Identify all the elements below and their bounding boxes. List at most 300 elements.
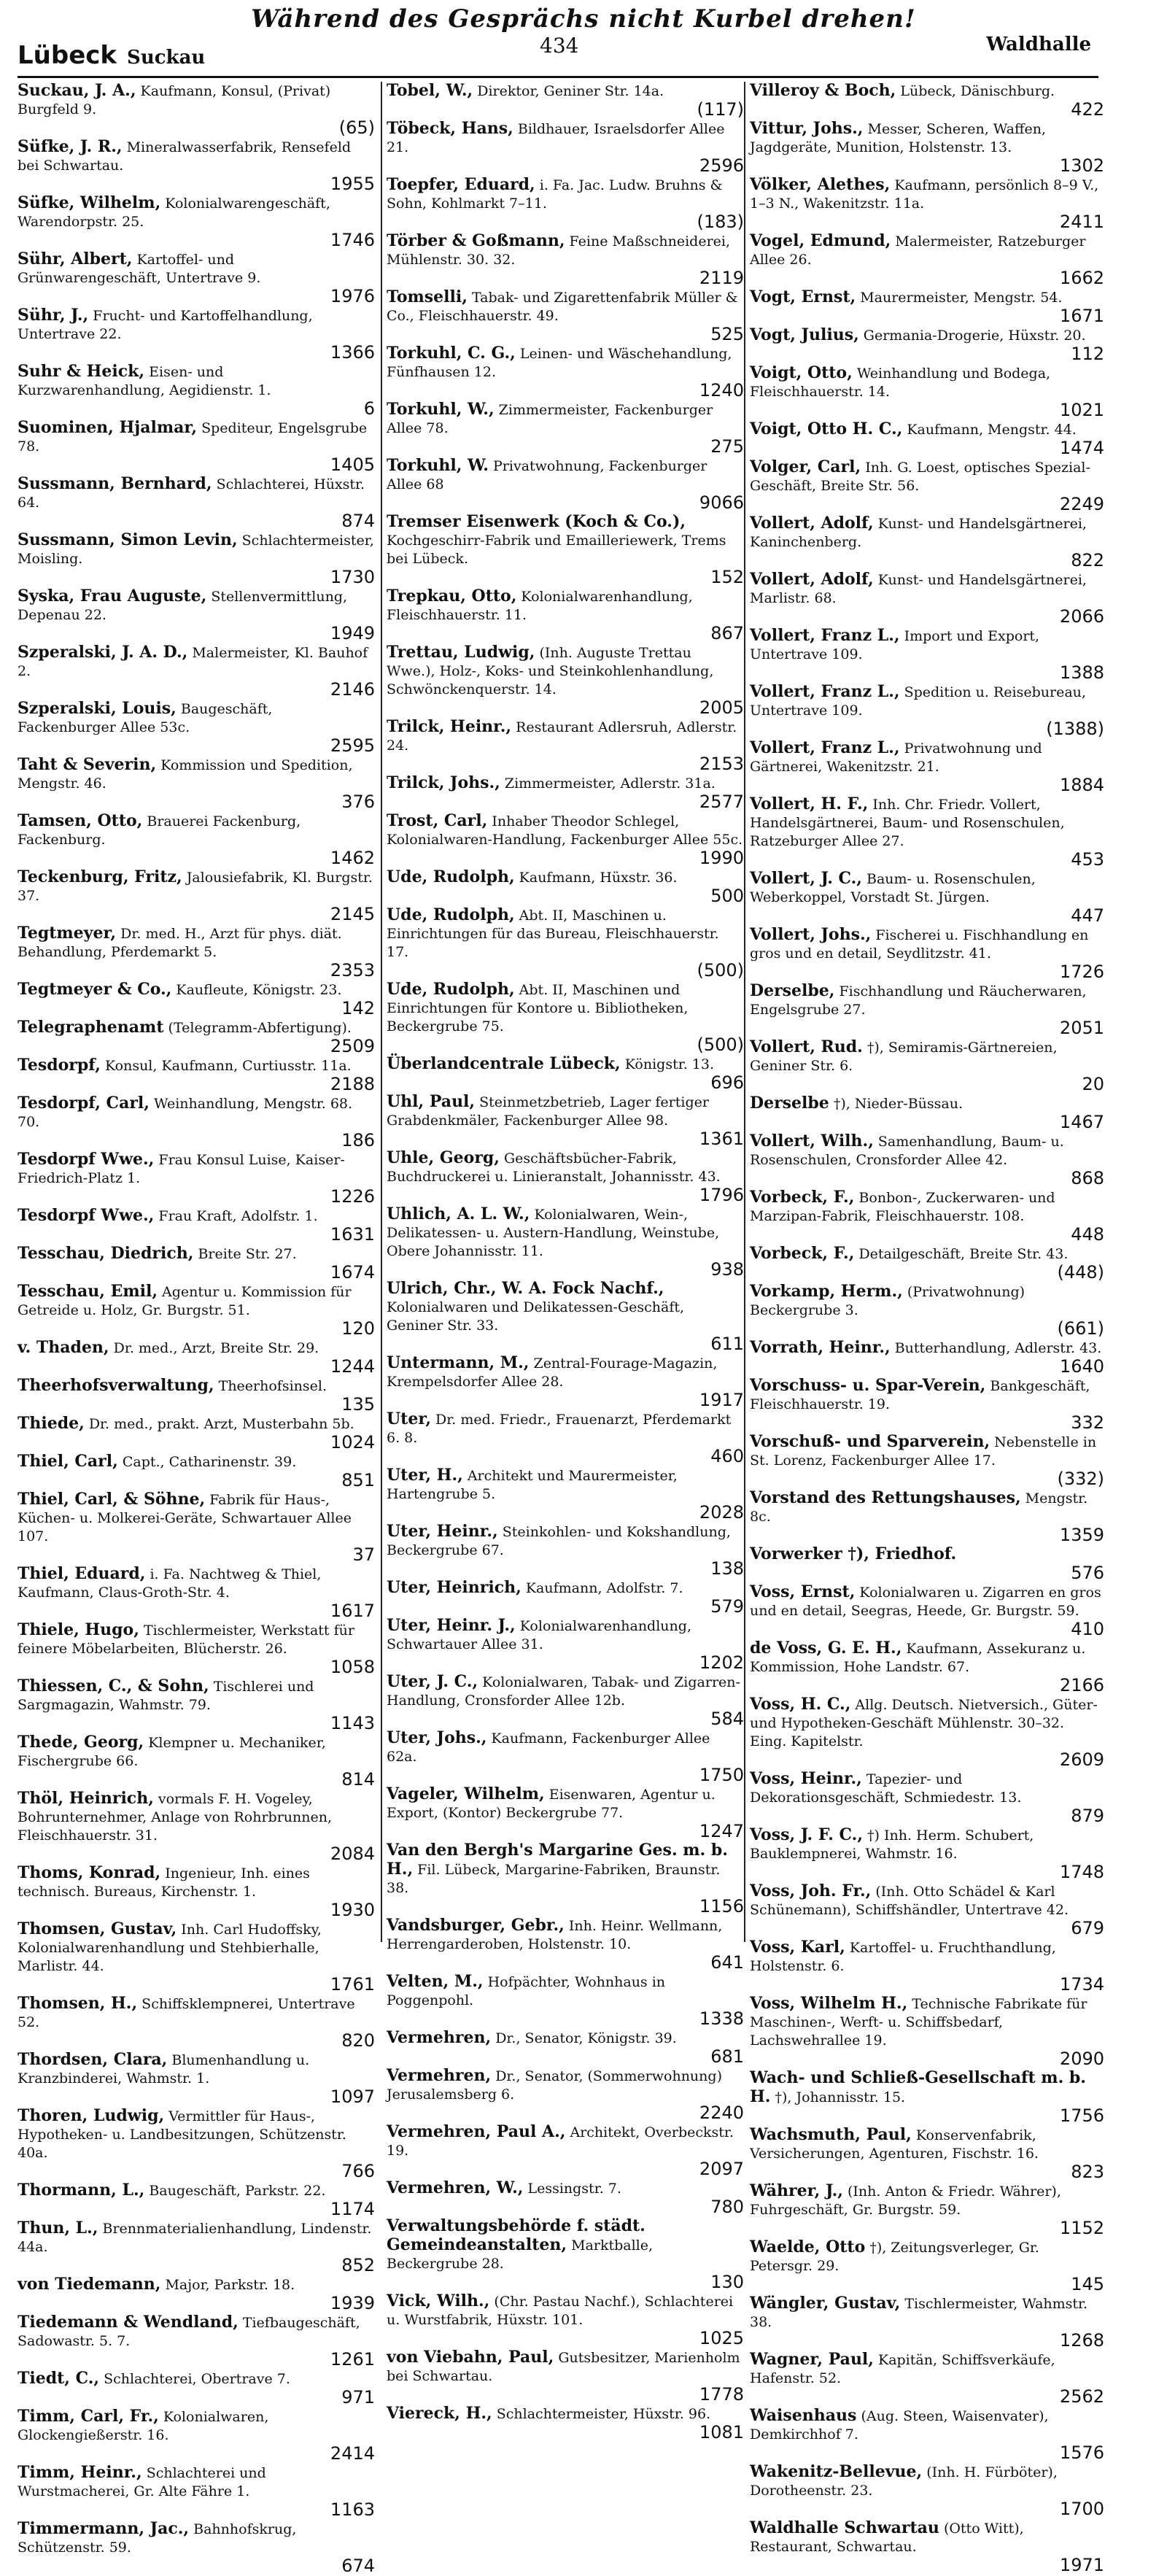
phone-number: 275 — [710, 436, 744, 457]
directory-entry — [18, 756, 375, 811]
entry-description: Königstr. 13. — [624, 1056, 715, 1072]
entry-description: Malermeister, Kl. Bauhof 2. — [18, 645, 368, 679]
entry-name: Thiede, — [18, 1414, 85, 1433]
phone-number: 971 — [341, 2387, 375, 2407]
entry-description: (Aug. Steen, Waisenvater), Demkirchhof 7. — [750, 2408, 1049, 2442]
entry-description: Steinmetzbetrieb, Lager fertiger Grabdenkmäler, Fackenburger Allee 98. — [387, 1094, 709, 1129]
entry-name: Süfke, Wilhelm, — [18, 193, 161, 212]
phone-number: (448) — [1057, 1262, 1104, 1283]
entry-description: Tischlermeister, Werkstatt für feinere Möbelarbeiten, Blücherstr. 26. — [18, 1622, 354, 1657]
entry-description: Dr. med., prakt. Arzt, Musterbahn 5b. — [88, 1416, 354, 1432]
phone-number: 152 — [710, 567, 744, 587]
entry-name: Thiel, Carl, — [18, 1452, 118, 1471]
directory-entry — [18, 700, 375, 754]
directory-entry — [750, 288, 1104, 325]
entry-description: Klempner u. Mechaniker, Fischergrube 66. — [18, 1735, 326, 1769]
entry-name: Tomselli, — [387, 287, 468, 306]
entry-name: Vorrath, Heinr., — [750, 1338, 891, 1357]
entry-name: Tesschau, Emil, — [18, 1282, 158, 1301]
entry-name: Viereck, H., — [387, 2404, 492, 2423]
phone-number: 2005 — [699, 697, 744, 718]
entry-description: Schlachterei und Wurstmacherei, Gr. Alte Fähre 1. — [18, 2465, 266, 2499]
phone-number: 1474 — [1059, 438, 1104, 458]
directory-entry — [387, 2292, 744, 2347]
directory-entry — [18, 924, 375, 979]
phone-number: 1949 — [330, 623, 375, 643]
entry-description: Detailgeschäft, Breite Str. 43. — [858, 1246, 1069, 1262]
entry-name: Trettau, Ludwig, — [387, 643, 535, 662]
entry-description: Schlachterei, Obertrave 7. — [104, 2371, 290, 2387]
entry-description: Dr. med. Friedr., Frauenarzt, Pferdemarkt 6. 8. — [387, 1412, 732, 1446]
phone-number: 410 — [1071, 1619, 1104, 1639]
phone-number: 681 — [710, 2046, 744, 2067]
entry-name: Velten, M., — [387, 1972, 484, 1991]
directory-entry — [18, 1733, 375, 1788]
phone-number: 2119 — [699, 268, 744, 288]
directory-entry — [18, 1094, 375, 1149]
phone-number: (117) — [697, 99, 744, 120]
entry-description: Kartoffel- u. Fruchthandlung, Holstenstr. 6. — [750, 1940, 1056, 1974]
page-motto: Während des Gesprächs nicht Kurbel drehen! — [251, 4, 916, 34]
entry-name: Voss, Wilhelm H., — [750, 1994, 908, 2013]
directory-entry — [750, 570, 1104, 625]
phone-number: 674 — [341, 2556, 375, 2576]
directory-entry — [750, 1545, 1104, 1582]
directory-entry — [18, 2313, 375, 2368]
entry-description: Frau Konsul Luise, Kaiser-Friedrich-Platz 1. — [18, 1152, 345, 1186]
phone-number: (661) — [1057, 1318, 1104, 1339]
phone-number: (500) — [697, 1034, 744, 1055]
entry-name: von Tiedemann, — [18, 2275, 161, 2294]
entry-name: Thiel, Eduard, — [18, 1564, 146, 1583]
directory-entry — [18, 194, 375, 249]
directory-entry — [750, 1995, 1104, 2068]
entry-description: Tiefbaugeschäft, Sadowastr. 5. 7. — [18, 2315, 360, 2349]
phone-number: 1152 — [1059, 2218, 1104, 2238]
phone-number: 852 — [341, 2255, 375, 2275]
entry-description: Samenhandlung, Baum- u. Rosenschulen, Cronsforder Allee 42. — [750, 1134, 1064, 1168]
entry-description: Kolonialwaren und Delikatessen-Geschäft, Geniner Str. 33. — [387, 1299, 685, 1334]
phone-number: 2595 — [330, 735, 375, 756]
entry-description: Fischhandlung und Räucherwaren, Engelsgrube 27. — [750, 983, 1087, 1018]
entry-name: Vorstand des Rettungshauses, — [750, 1488, 1021, 1507]
directory-entry — [750, 420, 1104, 457]
entry-description: Kartoffel- und Grünwarengeschäft, Untertrave 9. — [18, 252, 261, 286]
directory-entry — [750, 2126, 1104, 2181]
directory-entry — [18, 1790, 375, 1863]
phone-number: 120 — [341, 1318, 375, 1339]
phone-number: 2051 — [1059, 1018, 1104, 1038]
directory-entry — [18, 1565, 375, 1620]
entry-name: Voss, Ernst, — [750, 1582, 856, 1601]
entry-name: Derselbe — [750, 1094, 829, 1113]
entry-description: Kolonialwarenhandlung, Fleischhauerstr. 11. — [387, 589, 693, 623]
directory-entry — [18, 1018, 375, 1055]
entry-name: Toepfer, Eduard, — [387, 175, 535, 194]
entry-description: (Telegramm-Abfertigung). — [168, 1020, 352, 1036]
entry-description: †), Zeitungsverleger, Gr. Petersgr. 29. — [750, 2240, 1039, 2274]
phone-number: 2509 — [330, 1036, 375, 1056]
entry-description: Kunst- und Handelsgärtnerei, Kaninchenberg. — [750, 516, 1087, 550]
phone-number: 2562 — [1059, 2386, 1104, 2407]
phone-number: 879 — [1071, 1806, 1104, 1826]
directory-entry — [750, 2238, 1104, 2293]
directory-entry — [387, 401, 744, 455]
directory-entry — [750, 795, 1104, 868]
directory-entry — [18, 531, 375, 586]
directory-entry — [750, 982, 1104, 1037]
entry-description: †), Nieder-Büssau. — [833, 1096, 963, 1112]
directory-entry — [18, 1415, 375, 1451]
directory-entry — [18, 2181, 375, 2218]
directory-entry — [387, 1410, 744, 1465]
entry-name: von Viebahn, Paul, — [387, 2348, 554, 2367]
phone-number: 2153 — [699, 754, 744, 774]
entry-description: Dr., Senator, (Sommerwohnung) Jerusalemsberg 6. — [387, 2068, 722, 2103]
entry-description: Zentral-Fourage-Magazin, Krempelsdorfer Allee 28. — [387, 1355, 718, 1390]
directory-entry — [18, 419, 375, 473]
phone-number: 1058 — [330, 1657, 375, 1677]
entry-name: Törber & Goßmann, — [387, 231, 565, 250]
entry-name: Uter, Heinrich, — [387, 1578, 522, 1597]
entry-description: (Inh. H. Fürböter), Dorotheenstr. 23. — [750, 2464, 1058, 2499]
phone-number: 1778 — [699, 2384, 744, 2405]
directory-entry — [750, 458, 1104, 513]
directory-entry — [387, 2348, 744, 2403]
phone-number: 1640 — [1059, 1356, 1104, 1377]
phone-number: 422 — [1071, 99, 1104, 120]
phone-number: 1990 — [699, 848, 744, 868]
directory-entry — [750, 2182, 1104, 2237]
entry-description: Ingenieur, Inh. eines technisch. Bureaus, Kirchenstr. 1. — [18, 1865, 310, 1900]
directory-entry — [18, 363, 375, 417]
last-entry-name: Waldhalle — [986, 34, 1091, 55]
entry-description: Bonbon-, Zuckerwaren- und Marzipan-Fabrik, Fleischhauerstr. 108. — [750, 1190, 1055, 1224]
directory-entry — [387, 2405, 744, 2441]
phone-number: 1226 — [330, 1186, 375, 1207]
directory-entry — [750, 1938, 1104, 1993]
entry-description: Inh. G. Loest, optisches Spezial-Geschäft, Breite Str. 56. — [750, 460, 1090, 494]
first-entry-name: Suckau — [127, 47, 206, 69]
entry-name: Trepkau, Otto, — [387, 587, 517, 606]
entry-name: Vermehren, Paul A., — [387, 2122, 566, 2141]
entry-name: Thomsen, H., — [18, 1994, 138, 2013]
entry-name: Waisenhaus — [750, 2406, 857, 2425]
entry-name: Tegtmeyer, — [18, 924, 117, 943]
phone-number: 1202 — [699, 1652, 744, 1673]
entry-description: Jalousiefabrik, Kl. Burgstr. 37. — [18, 870, 373, 904]
phone-number: 2028 — [699, 1502, 744, 1523]
entry-description: Dr., Senator, Königstr. 39. — [495, 2030, 677, 2046]
phone-number: 1366 — [330, 342, 375, 363]
phone-number: 611 — [710, 1334, 744, 1354]
entry-description: Fischerei u. Fischhandlung en gros und en detail, Seydlitzstr. 41. — [750, 927, 1089, 962]
directory-entry — [387, 1785, 744, 1840]
entry-description: (Inh. Anton & Friedr. Währer), Fuhrgeschäft, Gr. Burgstr. 59. — [750, 2184, 1061, 2218]
entry-description: Capt., Catharinenstr. 39. — [122, 1454, 297, 1470]
entry-name: Untermann, M., — [387, 1353, 530, 1372]
phone-number: 1467 — [1059, 1112, 1104, 1132]
directory-entry — [387, 82, 744, 118]
entry-description: Inh. Carl Hudoffsky, Kolonialwarenhandlung und Stehbierhalle, Marlistr. 44. — [18, 1922, 322, 1974]
entry-name: Suominen, Hjalmar, — [18, 418, 198, 437]
directory-entry — [750, 1339, 1104, 1375]
entry-description: Weinhandlung, Mengstr. 68. 70. — [18, 1096, 353, 1130]
entry-name: Tesschau, Diedrich, — [18, 1244, 194, 1263]
entry-description: Kolonialwaren u. Zigarren en gros und en detail, Seegras, Heede, Gr. Burgstr. 59. — [750, 1585, 1101, 1619]
phone-number: 2097 — [699, 2159, 744, 2179]
directory-entry — [387, 457, 744, 511]
entry-description: Eisen- und Kurzwarenhandlung, Aegidienstr. 1. — [18, 364, 271, 398]
entry-description: Brauerei Fackenburg, Fackenburg. — [18, 813, 301, 848]
phone-number: 2146 — [330, 679, 375, 700]
directory-entry — [387, 2029, 744, 2065]
directory-entry — [18, 2051, 375, 2105]
phone-number: 2166 — [1059, 1675, 1104, 1695]
phone-number: 780 — [710, 2197, 744, 2217]
phone-number: 2609 — [1059, 1749, 1104, 1770]
entry-name: Theerhofsverwaltung, — [18, 1376, 214, 1395]
entry-name: Sussmann, Bernhard, — [18, 474, 212, 493]
entry-name: Vogel, Edmund, — [750, 231, 891, 250]
phone-number: 851 — [341, 1470, 375, 1490]
directory-entry — [750, 1639, 1104, 1694]
entry-description: Kaufmann, Mengstr. 44. — [907, 422, 1077, 438]
directory-entry — [18, 1207, 375, 1243]
directory-entry — [387, 1617, 744, 1671]
directory-entry — [387, 1093, 744, 1148]
entry-description: Maurermeister, Mengstr. 54. — [860, 290, 1063, 306]
entry-description: Geschäftsbücher-Fabrik, Buchdruckerei u. Linieranstalt, Johannisstr. 43. — [387, 1150, 721, 1185]
directory-entry — [18, 2520, 375, 2575]
phone-number: 1748 — [1059, 1862, 1104, 1882]
phone-number: 1097 — [330, 2086, 375, 2107]
entry-name: Tesdorpf Wwe., — [18, 1206, 155, 1225]
entry-name: Taht & Severin, — [18, 755, 157, 774]
entry-description: Kolonialwaren, Glockengießerstr. 16. — [18, 2409, 269, 2443]
entry-name: Ulrich, Chr., W. A. Fock Nachf., — [387, 1279, 664, 1298]
phone-number: 2084 — [330, 1844, 375, 1864]
directory-entry — [750, 1489, 1104, 1544]
phone-number: 696 — [710, 1072, 744, 1093]
directory-entry — [18, 1339, 375, 1375]
entry-description: Tabak- und Zigarettenfabrik Müller & Co., Fleischhauerstr. 49. — [387, 290, 738, 324]
entry-description: Spediteur, Engelsgrube 78. — [18, 420, 368, 455]
entry-description: Malermeister, Ratzeburger Allee 26. — [750, 233, 1086, 268]
entry-name: Thede, Georg, — [18, 1733, 144, 1752]
entry-name: Uhle, Georg, — [387, 1148, 500, 1167]
directory-entry — [387, 1841, 744, 1915]
phone-number: 1761 — [330, 1974, 375, 1995]
entry-name: Tremser Eisenwerk (Koch & Co.), — [387, 512, 686, 531]
phone-number: 823 — [1071, 2162, 1104, 2182]
directory-entry — [750, 82, 1104, 118]
directory-entry — [387, 1466, 744, 1521]
entry-description: Bankgeschäft, Fleischhauerstr. 19. — [750, 1378, 1090, 1412]
directory-entry — [750, 627, 1104, 681]
phone-number: 2577 — [699, 792, 744, 812]
directory-entry — [750, 1882, 1104, 1937]
entry-description: Technische Fabrikate für Maschinen-, Werft- u. Schiffsbedarf, Lachswehrallee 19. — [750, 1996, 1087, 2049]
phone-number: 9066 — [699, 492, 744, 513]
entry-description: Breite Str. 27. — [198, 1246, 297, 1262]
entry-description: Zimmermeister, Adlerstr. 31a. — [504, 775, 716, 792]
directory-entry — [18, 2275, 375, 2312]
directory-entry — [750, 1695, 1104, 1768]
directory-entry — [387, 2067, 744, 2121]
phone-number: 2145 — [330, 904, 375, 924]
entry-name: Vandsburger, Gebr., — [387, 1916, 565, 1935]
entry-description: Germania-Drogerie, Hüxstr. 20. — [863, 328, 1086, 344]
directory-entry — [387, 176, 744, 231]
phone-number: 2411 — [1059, 212, 1104, 232]
phone-number: (500) — [697, 960, 744, 980]
entry-name: Timmermann, Jac., — [18, 2519, 190, 2538]
entry-description: Eisenwaren, Agentur u. Export, (Kontor) Beckergrube 77. — [387, 1787, 716, 1821]
phone-number: 1939 — [330, 2293, 375, 2313]
directory-entry — [387, 1673, 744, 1728]
phone-number: 1700 — [1059, 2499, 1104, 2519]
directory-entry — [387, 513, 744, 586]
phone-number: 766 — [341, 2161, 375, 2181]
directory-entry — [387, 1354, 744, 1409]
entry-description: Restaurant Adlersruh, Adlerstr. 24. — [387, 719, 737, 754]
entry-description: Kaufmann, Konsul, (Privat) Burgfeld 9. — [18, 83, 331, 117]
directory-entry — [750, 1132, 1104, 1187]
directory-entry — [387, 120, 744, 174]
phone-number: 135 — [341, 1394, 375, 1415]
entry-name: Thiessen, C., & Sohn, — [18, 1676, 209, 1695]
entry-name: Vorschuss- u. Spar-Verein, — [750, 1376, 986, 1395]
entry-name: Telegraphenamt — [18, 1018, 164, 1037]
entry-name: Vollert, Wilh., — [750, 1132, 874, 1150]
directory-entry — [18, 306, 375, 361]
entry-description: Mineralwasserfabrik, Rensefeld bei Schwartau. — [18, 139, 352, 174]
entry-name: Wach- und Schließ-Gesellschaft m. b. H. — [750, 2068, 1086, 2106]
phone-number: (1388) — [1046, 719, 1104, 739]
entry-name: Thiel, Carl, & Söhne, — [18, 1490, 206, 1509]
directory-entry — [387, 1523, 744, 1577]
entry-description: Butterhandlung, Adlerstr. 43. — [894, 1340, 1102, 1356]
directory-entry — [750, 514, 1104, 569]
directory-entry — [387, 1280, 744, 1353]
entry-name: Trost, Carl, — [387, 811, 488, 830]
entry-name: Vollert, Franz L., — [750, 682, 900, 701]
phone-number: 1240 — [699, 380, 744, 401]
entry-description: Kaufmann, Hüxstr. 36. — [519, 870, 678, 886]
directory-entry — [18, 1490, 375, 1563]
directory-entry — [18, 643, 375, 698]
entry-name: Vollert, Franz L., — [750, 738, 900, 757]
entry-description: Baugeschäft, Parkstr. 22. — [149, 2183, 326, 2199]
phone-number: 1361 — [699, 1129, 744, 1149]
entry-name: Torkuhl, W. — [387, 456, 489, 475]
phone-number: 867 — [710, 623, 744, 643]
entry-name: Tegtmeyer & Co., — [18, 980, 172, 999]
entry-description: Tapezier- und Dekorationsgeschäft, Schmiedestr. 13. — [750, 1771, 1022, 1806]
entry-description: Inhaber Theodor Schlegel, Kolonialwaren-Handlung, Fackenburger Allee 55c. — [387, 813, 743, 848]
directory-entry — [750, 2351, 1104, 2405]
directory-entry — [387, 1579, 744, 1615]
entry-name: Voss, H. C., — [750, 1695, 851, 1714]
entry-name: Thöl, Heinrich, — [18, 1789, 154, 1808]
phone-number: 1955 — [330, 174, 375, 194]
entry-description: (Privatwohnung) Beckergrube 3. — [750, 1284, 1026, 1318]
phone-number: 1674 — [330, 1262, 375, 1283]
entry-name: Tesdorpf Wwe., — [18, 1150, 155, 1169]
phone-number: 1302 — [1059, 155, 1104, 176]
entry-name: Vollert, J. C., — [750, 869, 862, 888]
phone-number: 1462 — [330, 848, 375, 868]
directory-entry — [18, 138, 375, 193]
directory-entry — [387, 774, 744, 811]
entry-description: Baum- u. Rosenschulen, Weberkoppel, Vorstadt St. Jürgen. — [750, 871, 1036, 905]
entry-name: Derselbe, — [750, 981, 835, 1000]
directory-entry — [387, 643, 744, 716]
phone-number: 525 — [710, 324, 744, 344]
entry-description: Kolonialwaren, Wein-, Delikatessen- u. Austern-Handlung, Weinstube, Obere Johannisstr. 11. — [387, 1207, 720, 1259]
entry-name: Uter, Johs., — [387, 1728, 487, 1747]
phone-number: 447 — [1071, 905, 1104, 926]
entry-name: Tobel, W., — [387, 81, 473, 100]
entry-name: de Voss, G. E. H., — [750, 1639, 902, 1658]
entry-name: Wakenitz-Bellevue, — [750, 2462, 923, 2481]
entry-name: Ude, Rudolph, — [387, 867, 515, 886]
directory-entry — [387, 718, 744, 773]
entry-name: Uter, Heinr., — [387, 1522, 498, 1541]
phone-number: 186 — [341, 1130, 375, 1150]
phone-number: 579 — [710, 1596, 744, 1617]
entry-name: Tiedt, C., — [18, 2369, 100, 2388]
entry-name: Vorwerker †), Friedhof. — [750, 1544, 957, 1563]
phone-number: 2240 — [699, 2103, 744, 2123]
entry-description: Konsul, Kaufmann, Curtiusstr. 11a. — [104, 1058, 352, 1074]
phone-number: (332) — [1057, 1469, 1104, 1489]
directory-entry — [750, 1583, 1104, 1638]
entry-description: Blumenhandlung u. Kranzbinderei, Wahmstr. 1. — [18, 2052, 310, 2086]
entry-description: Steinkohlen- und Kokshandlung, Beckergrube 67. — [387, 1524, 731, 1558]
entry-name: Vollert, H. F., — [750, 794, 869, 813]
entry-description: Kochgeschirr-Fabrik und Emailleriewerk, Trems bei Lübeck. — [387, 533, 726, 567]
entry-description: Tischlerei und Sargmagazin, Wahmstr. 79. — [18, 1679, 314, 1713]
phone-number: 453 — [1071, 849, 1104, 870]
phone-number: 1917 — [699, 1390, 744, 1410]
phone-number: 1662 — [1059, 268, 1104, 288]
entry-name: Vorschuß- und Sparverein, — [750, 1432, 990, 1451]
phone-number: 584 — [710, 1709, 744, 1729]
entry-name: Thordsen, Clara, — [18, 2050, 168, 2069]
directory-entry — [18, 250, 375, 305]
entry-name: Volger, Carl, — [750, 457, 861, 476]
phone-number: 130 — [710, 2272, 744, 2292]
entry-description: Frucht- und Kartoffelhandlung, Untertrave 22. — [18, 308, 313, 342]
entry-name: Voss, Karl, — [750, 1938, 845, 1957]
directory-entry — [750, 2294, 1104, 2349]
column-3 — [744, 81, 1104, 2575]
entry-description: Major, Parkstr. 18. — [165, 2277, 295, 2293]
directory-entry — [18, 2407, 375, 2462]
phone-number: 37 — [352, 1544, 375, 1565]
entry-description: (Otto Witt), Restaurant, Schwartau. — [750, 2521, 1024, 2555]
phone-number: 1143 — [330, 1713, 375, 1733]
entry-name: Vick, Wilh., — [387, 2291, 490, 2310]
phone-number: 2066 — [1059, 606, 1104, 627]
entry-name: Timm, Heinr., — [18, 2463, 142, 2482]
phone-number: 1388 — [1059, 662, 1104, 683]
entry-description: Fabrik für Haus-, Küchen- u. Molkerei-Geräte, Schwartauer Allee 107. — [18, 1492, 352, 1544]
entry-description: Schlachtermeister, Moisling. — [18, 533, 374, 567]
entry-name: Torkuhl, C. G., — [387, 344, 516, 363]
